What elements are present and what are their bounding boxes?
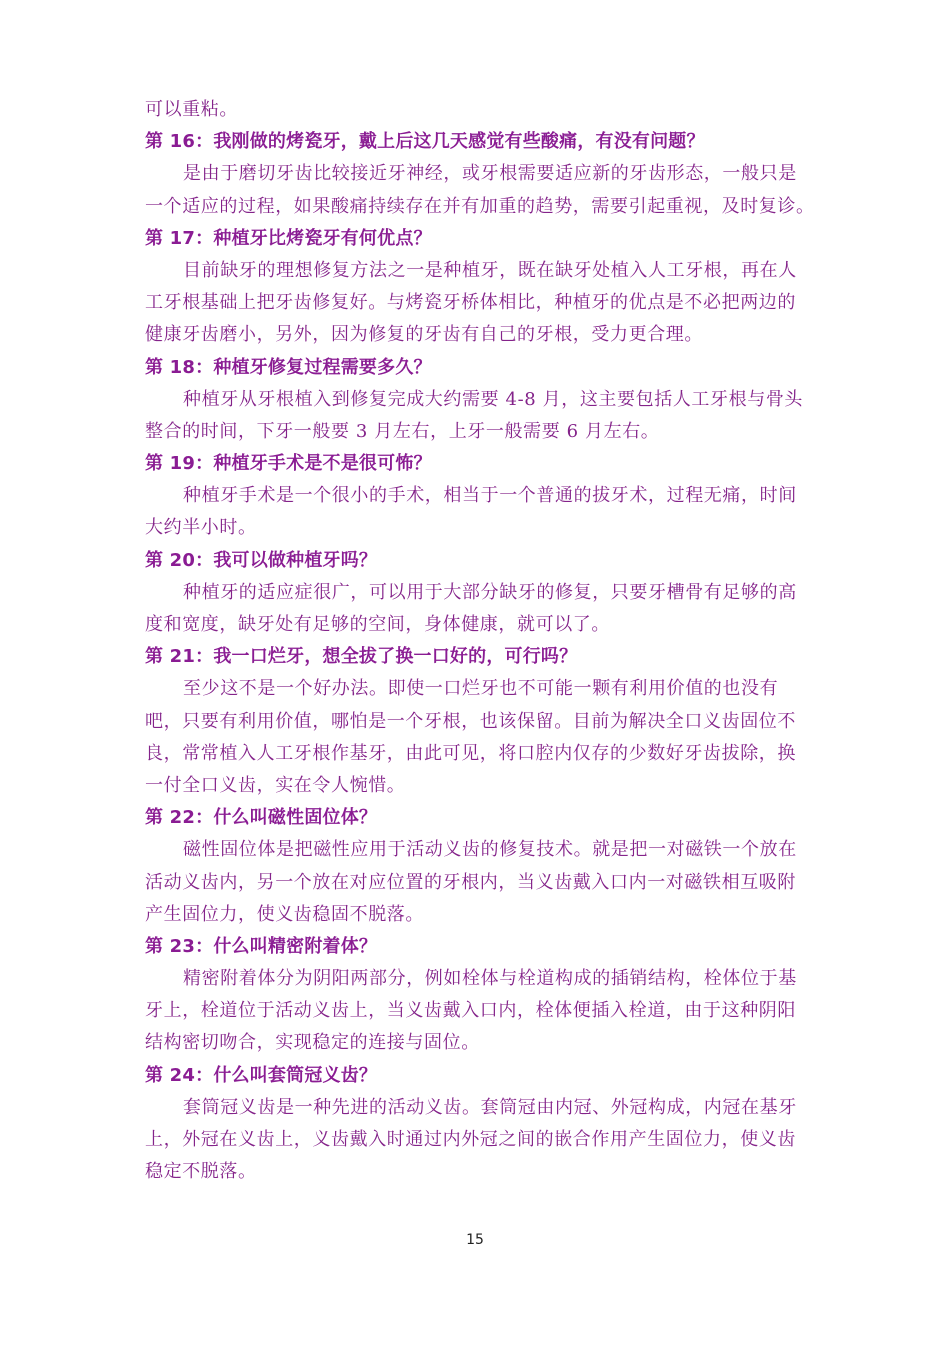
answer-text-line: 大约半小时。 [145,517,257,539]
answer-text-line: 种植牙的适应症很广，可以用于大部分缺牙的修复，只要牙槽骨有足够的高 [183,581,797,603]
answer-text-line: 一付全口义齿，实在令人惋惜。 [145,774,406,796]
question-heading: 第 21：我一口烂牙，想全拔了换一口好的，可行吗？ [145,646,578,668]
answer-text-line: 种植牙从牙根植入到修复完成大约需要 4-8 月，这主要包括人工牙根与骨头 [183,388,804,410]
question-heading: 第 24：什么叫套筒冠义齿？ [145,1064,378,1086]
answer-text-line: 目前缺牙的理想修复方法之一是种植牙，既在缺牙处植入人工牙根，再在人 [183,259,797,281]
question-heading: 第 22：什么叫磁性固位体？ [145,807,378,829]
answer-text-line: 良，常常植入人工牙根作基牙，由此可见，将口腔内仅存的少数好牙齿拔除，换 [145,742,796,764]
answer-text-line: 度和宽度，缺牙处有足够的空间，身体健康，就可以了。 [145,614,610,635]
question-heading: 第 16：我刚做的烤瓷牙，戴上后这几天感觉有些酸痛，有没有问题？ [145,131,705,153]
answer-text-line: 至少这不是一个好办法。即使一口烂牙也不可能一颗有利用价值的也没有 [183,678,779,700]
document-page [145,94,817,1188]
answer-text-line: 上，外冠在义齿上，义齿戴入时通过内外冠之间的嵌合作用产生固位力，使义齿 [145,1129,796,1150]
answer-text-line: 套筒冠义齿是一种先进的活动义齿。套筒冠由内冠、外冠构成，内冠在基牙 [183,1096,797,1118]
answer-text-line: 健康牙齿磨小，另外，因为修复的牙齿有自己的牙根，受力更合理。 [145,324,703,346]
answer-text-line: 吧，只要有利用价值，哪怕是一个牙根，也该保留。目前为解决全口义齿固位不 [145,710,796,732]
question-heading: 第 20：我可以做种植牙吗？ [145,549,378,571]
page-number: 15 [466,1232,484,1248]
question-heading: 第 18：种植牙修复过程需要多久？ [145,356,432,378]
answer-text-line: 一个适应的过程，如果酸痛持续存在并有加重的趋势，需要引起重视，及时复诊。 [145,195,815,217]
answer-text-line: 结构密切吻合，实现稳定的连接与固位。 [145,1032,480,1054]
answer-text-line: 可以重粘。 [145,99,238,120]
answer-text-line: 种植牙手术是一个很小的手术，相当于一个普通的拔牙术，过程无痛，时间 [183,485,797,507]
answer-text-line: 整合的时间，下牙一般要 3 月左右，上牙一般需要 6 月左右。 [145,420,660,442]
answer-text-line: 工牙根基础上把牙齿修复好。与烤瓷牙桥体相比，种植牙的优点是不必把两边的 [145,292,796,314]
answer-text-line: 稳定不脱落。 [145,1161,257,1183]
answer-text-line: 牙上，栓道位于活动义齿上，当义齿戴入口内，栓体便插入栓道，由于这种阴阳 [145,1000,796,1022]
question-heading: 第 23：什么叫精密附着体？ [145,935,378,957]
question-heading: 第 19：种植牙手术是不是很可怖？ [145,453,432,475]
question-heading: 第 17：种植牙比烤瓷牙有何优点？ [145,227,432,249]
answer-text-line: 产生固位力，使义齿稳固不脱落。 [145,903,424,925]
answer-text-line: 是由于磨切牙齿比较接近牙神经，或牙根需要适应新的牙齿形态，一般只是 [183,163,797,185]
answer-text-line: 活动义齿内，另一个放在对应位置的牙根内，当义齿戴入口内一对磁铁相互吸附 [145,871,796,893]
answer-text-line: 精密附着体分为阴阳两部分，例如栓体与栓道构成的插销结构，栓体位于基 [183,968,797,990]
answer-text-line: 磁性固位体是把磁性应用于活动义齿的修复技术。就是把一对磁铁一个放在 [183,839,797,861]
